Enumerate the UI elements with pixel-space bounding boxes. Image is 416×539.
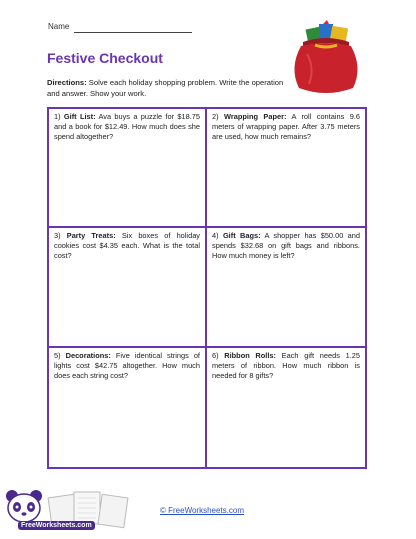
problem-label: Gift List: (63, 112, 96, 121)
problem-label: Gift Bags: (222, 231, 261, 241)
problem-label: Ribbon Rolls: (224, 350, 276, 360)
problem-text: A shopper has $50.00 and spends $32.68 on gift bags and ribbons. How much money is left? (212, 231, 360, 261)
problem-4 (207, 228, 365, 347)
problem-number: 3) (54, 231, 61, 241)
problem-number: 1) (54, 112, 61, 121)
problem-3 (49, 228, 207, 347)
problem-number: 4) (212, 231, 219, 241)
gift-bag-icon (285, 18, 367, 100)
problem-text: Six boxes of holiday cookies cost $4.35 each. What is the total cost? (54, 231, 200, 261)
directions-label: Directions: (47, 78, 87, 87)
problem-text: Each gift needs 1.25 meters of ribbon. How much ribbon is needed for 8 gifts? (212, 350, 360, 380)
problem-5 (49, 348, 207, 467)
problem-text: Ava buys a puzzle for $18.75 and a book for $12.49. How much does she spend altogether? (54, 112, 200, 141)
problem-2 (207, 109, 365, 228)
problem-text: Five identical strings of lights cost $42.75 altogether. How much does each string cost? (54, 350, 200, 380)
page-title: Festive Checkout (47, 50, 163, 66)
problem-label: Party Treats: (66, 231, 116, 241)
problem-grid (47, 107, 367, 469)
problem-text: A roll contains 9.6 meters of wrapping paper. After 3.75 meters are used, how much remains? (212, 112, 361, 141)
directions (47, 78, 297, 99)
name-label: Name (48, 22, 70, 31)
problem-number: 5) (54, 350, 61, 360)
footer-site-link[interactable]: © FreeWorksheets.com (160, 506, 244, 515)
site-logo: FreeWorksheets.com (18, 521, 95, 530)
directions-text: Solve each holiday shopping problem. Write the operation and answer. Show your work. (47, 78, 284, 98)
problem-6 (207, 348, 365, 467)
problem-number: 2) (212, 112, 219, 121)
name-line (74, 32, 192, 33)
problem-label: Decorations: (65, 350, 111, 360)
problem-number: 6) (212, 350, 219, 360)
problem-1 (49, 109, 207, 228)
problem-label: Wrapping Paper: (224, 112, 287, 121)
